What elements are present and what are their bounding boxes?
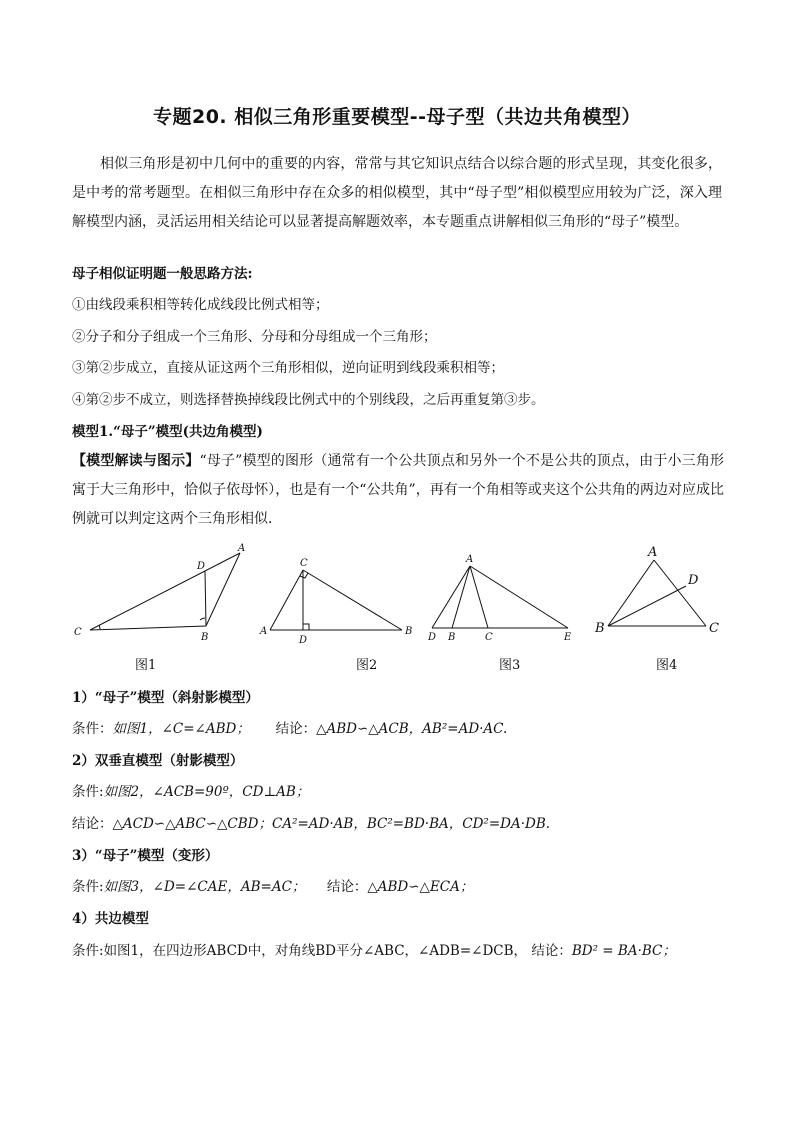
- fig2-right-angle-D: [303, 624, 309, 630]
- fig1-label-A: A: [238, 543, 246, 554]
- section-4-heading: 4）共边模型: [72, 911, 149, 927]
- fig4-segment-AC: [654, 560, 706, 626]
- section-1-condition: 如图1，∠C=∠ABD；: [112, 721, 250, 737]
- fig3-segment-AE: [470, 566, 568, 628]
- section-2-condition-line: [72, 780, 732, 800]
- figure-4-caption: 图4: [656, 658, 678, 673]
- section-3-condition: 如图3，∠D=∠CAE，AB=AC；: [103, 879, 306, 895]
- figure-4: [590, 540, 730, 654]
- section-4-body: [72, 939, 732, 959]
- model1-description: “母子”模型的图形（通常有一个公共顶点和另外一个不是公共的顶点，由于小三角形寓于大三角形中，恰似子依母怀），也是有一个“公共角”，再有一个角相等或夹这个公共角的两边对应成比例就可以判定这两个三角形相似．: [72, 453, 725, 527]
- section-2-heading: 2）双垂直模型（射影模型）: [72, 753, 244, 769]
- section-1-conclusion: △ABD∽△ACB，AB²=AD·AC.: [316, 721, 508, 737]
- section-4-condition: 如图1，在四边形ABCD中，对角线BD平分∠ABC，∠ADB=∠DCB，: [103, 943, 528, 959]
- section-2-conclusion-label: 结论：: [72, 816, 113, 832]
- section-4-conclusion: BD² = BA·BC；: [571, 943, 676, 959]
- section-3-condition-label: 条件:: [72, 879, 104, 895]
- fig3-segment-AD: [432, 566, 470, 628]
- fig3-label-A: A: [466, 554, 474, 565]
- section-4-conclusion-label: 结论：: [531, 943, 572, 959]
- fig2-segment-AC: [270, 570, 303, 630]
- fig3-label-E: E: [564, 632, 572, 643]
- section-3-conclusion-label: 结论：: [326, 879, 368, 895]
- figure-3-caption: 图3: [499, 658, 521, 673]
- fig1-label-C: C: [74, 627, 82, 638]
- section-1-conclusion-label: 结论：: [275, 721, 317, 737]
- fig2-label-A: A: [260, 626, 268, 637]
- section-3-body: [72, 875, 732, 895]
- fig3-label-C: C: [485, 632, 493, 643]
- fig4-segment-AB: [608, 560, 654, 626]
- fig1-angle-C: [99, 625, 100, 629]
- figure-2: [258, 540, 418, 654]
- section-2-conclusion-line: [72, 812, 732, 832]
- fig4-label-B: B: [595, 621, 605, 636]
- intro-paragraph: 相似三角形是初中几何中的重要的内容，常常与其它知识点结合以综合题的形式呈现，其变化很多，是中考的常考题型。在相似三角形中存在众多的相似模型，其中“母子型”相似模型应用较为广泛，深入理解模型内涵，灵活运用相关结论可以显著提高解题效率，本专题重点讲解相似三角形的“母子”模型。: [72, 156, 722, 230]
- section-3-conclusion: △ABD∽△ECA；: [367, 879, 474, 895]
- figure-1: [68, 540, 258, 654]
- section-1-body: [72, 717, 732, 737]
- section-3-heading: 3）“母子”模型（变形）: [72, 848, 219, 864]
- fig3-label-B: B: [448, 632, 456, 643]
- fig4-label-C: C: [709, 621, 719, 636]
- figure-2-caption: 图2: [356, 658, 378, 673]
- method-step-2: ②分子和分子组成一个三角形、分母和分母组成一个三角形；: [72, 329, 437, 345]
- page-title: 专题20. 相似三角形重要模型--母子型（共边共角模型）: [152, 106, 642, 128]
- method-step-4: ④第②步不成立，则选择替换掉线段比例式中的个别线段，之后再重复第③步。: [72, 392, 545, 408]
- section-2-condition: 如图2，∠ACB=90º，CD⊥AB；: [103, 784, 310, 800]
- figure-1-caption: 图1: [135, 658, 157, 673]
- model1-tag: 【模型解读与图示】: [72, 453, 200, 469]
- fig2-label-C: C: [300, 558, 308, 569]
- fig4-label-D: D: [688, 573, 699, 588]
- fig1-label-D: D: [197, 561, 206, 572]
- fig4-label-A: A: [648, 545, 658, 560]
- section-4-condition-label: 条件:: [72, 943, 104, 959]
- method-step-1: ①由线段乘积相等转化成线段比例式相等；: [72, 297, 329, 313]
- method-step-3: ③第②步成立，直接从证这两个三角形相似，逆向证明到线段乘积相等；: [72, 360, 504, 376]
- figure-3: [422, 540, 582, 654]
- fig2-label-D: D: [299, 635, 308, 646]
- fig3-segment-AB: [452, 566, 470, 628]
- model1-paragraph: [72, 447, 724, 534]
- fig1-segment-CA: [90, 553, 240, 630]
- section-1-condition-label: 条件：: [72, 721, 113, 737]
- fig1-angle-B: [200, 618, 205, 620]
- model1-heading: 模型1.“母子”模型(共边角模型): [72, 424, 263, 440]
- fig2-label-B: B: [405, 626, 413, 637]
- fig1-segment-BA: [206, 553, 240, 626]
- section-1-heading: 1）“母子”模型（斜射影模型）: [72, 690, 259, 706]
- fig1-label-B: B: [201, 632, 209, 643]
- fig1-segment-BD: [205, 571, 206, 626]
- fig1-segment-CB: [90, 626, 206, 630]
- section-2-condition-label: 条件:: [72, 784, 104, 800]
- methods-heading: 母子相似证明题一般思路方法:: [72, 266, 253, 282]
- fig3-label-D: D: [428, 632, 437, 643]
- fig4-segment-BD: [608, 586, 686, 626]
- section-2-conclusion: △ACD∽△ABC∽△CBD；CA²=AD·AB，BC²=BD·BA，CD²=DA·DB.: [112, 816, 551, 832]
- fig2-segment-CB: [303, 570, 402, 630]
